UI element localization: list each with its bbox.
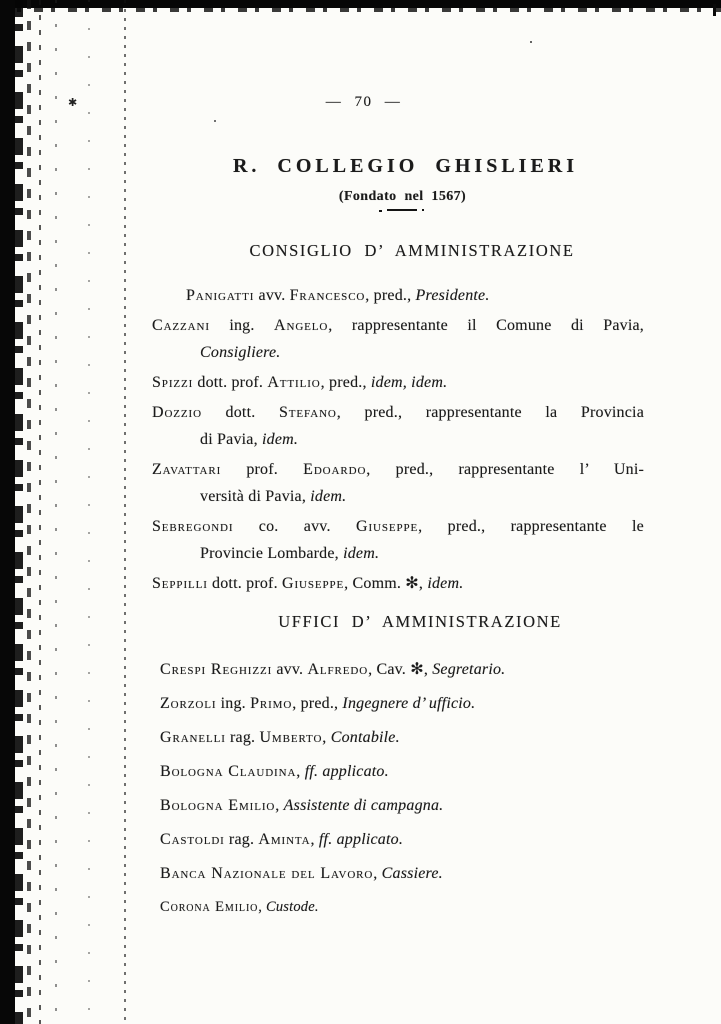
page-subtitle: (Fondato nel 1567): [338, 189, 467, 204]
entry-line: Zavattari prof. Edoardo, pred., rappresentante l’ Uni-: [152, 461, 644, 478]
section-heading: UFFICI D’ AMMINISTRAZIONE: [278, 612, 562, 631]
subtitle-flourish-rule: [387, 209, 417, 211]
entry-line: Bologna Emilio, Assistente di campagna.: [160, 797, 444, 814]
entry-list: [160, 656, 652, 921]
page-number: — 70 —: [325, 94, 402, 110]
page-title: R. COLLEGIO GHISLIERI: [232, 155, 579, 177]
entry-line: Crespi Reghizzi avv. Alfredo, Cav. ✻, Segretario.: [160, 661, 506, 678]
entry-line: Banca Nazionale del Lavoro, Cassiere.: [160, 865, 443, 882]
scan-edge-top-bar: [0, 0, 721, 8]
section: [160, 612, 652, 928]
entry-line: Corona Emilio, Custode.: [160, 899, 319, 915]
list-item: [160, 690, 652, 717]
entry-line: Dozzio dott. Stefano, pred., rappresentante la Provincia: [152, 404, 645, 421]
scan-gutter-band: [0, 0, 15, 1024]
scan-streak: [55, 0, 57, 1024]
entry-line: Granelli rag. Umberto, Contabile.: [160, 729, 400, 746]
ink-speck: [530, 41, 532, 43]
entry-line: Consigliere.: [200, 344, 281, 361]
entry-line: Bologna Claudina, ff. applicato.: [160, 763, 389, 780]
entry-list: [152, 282, 644, 597]
ink-speck: ✱: [68, 96, 78, 109]
entry-line: di Pavia, idem.: [200, 431, 299, 448]
entry-line: Panigatti avv. Francesco, pred., Presidente.: [186, 287, 490, 304]
entry-line: versità di Pavia, idem.: [200, 488, 347, 505]
entry-line: Seppilli dott. prof. Giuseppe, Comm. ✻, idem.: [152, 575, 464, 592]
scan-streak: [124, 0, 126, 1024]
list-item: [152, 369, 644, 396]
scan-streak: [39, 0, 41, 1024]
entry-line: Cazzani ing. Angelo, rappresentante il Comune di Pavia,: [152, 317, 644, 334]
section: [152, 241, 644, 600]
list-item: [152, 282, 644, 309]
entry-line: Castoldi rag. Aminta, ff. applicato.: [160, 831, 404, 848]
list-item: [160, 656, 652, 683]
list-item: [152, 570, 644, 597]
scan-streak: [88, 0, 90, 1024]
scan-gutter-ragged: [15, 0, 23, 1024]
entry-line: Provincie Lombarde, idem.: [200, 545, 380, 562]
section-heading: CONSIGLIO D’ AMMINISTRAZIONE: [249, 241, 575, 260]
entry-line: Spizzi dott. prof. Attilio, pred., idem, idem.: [152, 374, 448, 391]
list-item: [152, 312, 644, 366]
scan-edge-tick: [713, 4, 716, 16]
list-item: [152, 513, 644, 567]
ink-speck: [214, 120, 216, 122]
scan-edge-top-ragged: [0, 8, 721, 12]
list-item: [160, 894, 652, 921]
list-item: [160, 860, 652, 887]
list-item: [160, 758, 652, 785]
list-item: [152, 399, 644, 453]
scan-streak: [27, 0, 31, 1024]
list-item: [152, 456, 644, 510]
entry-line: Zorzoli ing. Primo, pred., Ingegnere d’ ufficio.: [160, 695, 476, 712]
list-item: [160, 724, 652, 751]
list-item: [160, 792, 652, 819]
entry-line: Sebregondi co. avv. Giuseppe, pred., rappresentante le: [152, 518, 644, 535]
list-item: [160, 826, 652, 853]
